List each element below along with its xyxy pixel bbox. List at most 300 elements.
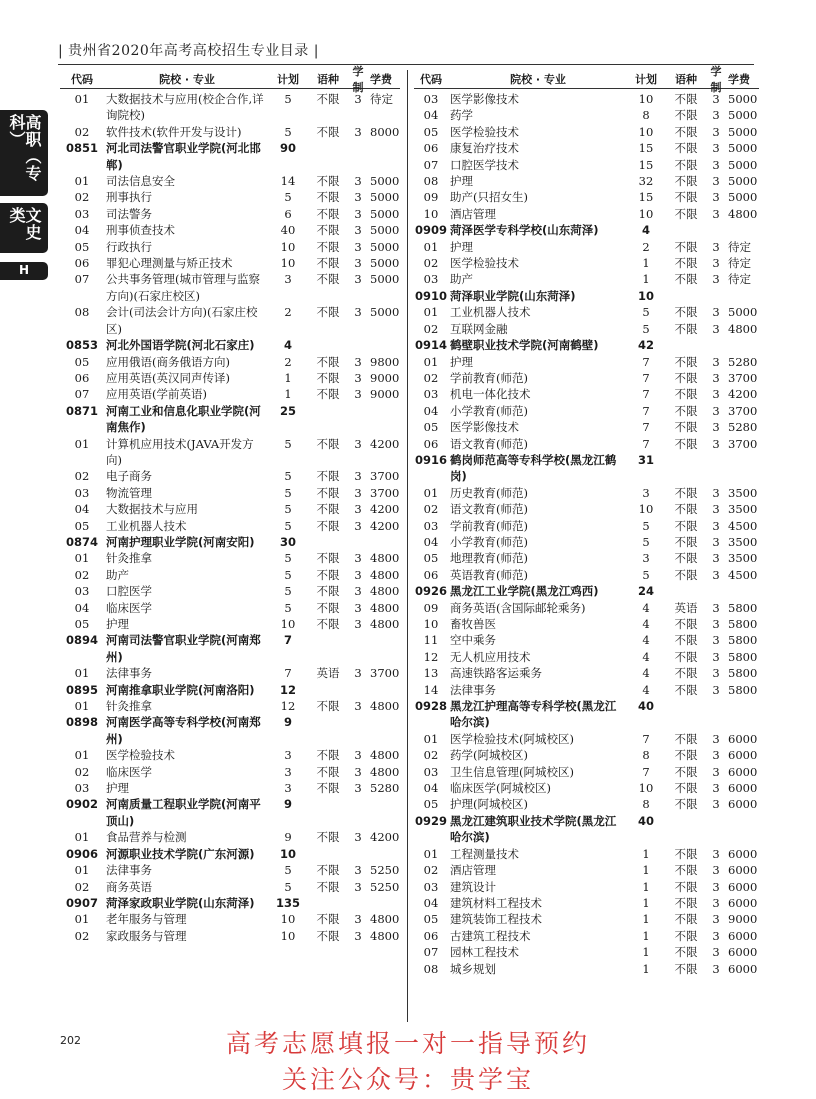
major-row (414, 600, 759, 616)
cell-years (348, 534, 368, 550)
cell-name: 建筑材料工程技术 (450, 895, 542, 910)
cell-name: 护理 (450, 354, 473, 369)
cell-plan: 5 (642, 518, 650, 533)
major-row (60, 879, 400, 895)
cell-fee (368, 714, 408, 747)
cell-fee (368, 846, 408, 862)
cell-plan: 4 (642, 600, 650, 615)
cell-code: 0914 (414, 338, 447, 353)
cell-name: 畜牧兽医 (450, 617, 496, 631)
cell-fee (726, 337, 766, 353)
cell-years: 3 (712, 108, 720, 123)
cell-years: 3 (354, 912, 362, 927)
cell-fee: 6000 (728, 748, 758, 763)
watermark-line-1: 高考志愿填报一对一指导预约 (225, 1029, 590, 1058)
major-row (60, 780, 400, 796)
major-row (414, 928, 759, 944)
cell-years: 3 (712, 633, 720, 648)
major-row (414, 550, 759, 566)
cell-plan: 10 (638, 124, 654, 139)
major-row (414, 304, 759, 320)
cell-name: 学前教育(师范) (450, 518, 528, 533)
cell-lang: 不限 (674, 551, 698, 566)
right-table-body (414, 89, 759, 977)
header-lang: 语种 (317, 73, 339, 86)
cell-plan: 7 (284, 666, 292, 681)
cell-plan: 7 (642, 420, 650, 435)
cell-lang: 不限 (674, 206, 698, 221)
cell-lang (308, 534, 348, 550)
cell-code: 07 (74, 387, 90, 402)
cell-years: 3 (354, 239, 362, 254)
cell-name: 应用俄语(商务俄语方向) (106, 354, 230, 369)
cell-plan: 1 (642, 256, 650, 271)
cell-fee: 9000 (370, 387, 400, 402)
cell-plan: 10 (638, 92, 654, 106)
cell-code: 0894 (65, 633, 98, 648)
cell-code: 03 (423, 387, 439, 402)
cell-lang: 英语 (316, 666, 340, 681)
cell-years: 3 (712, 206, 720, 221)
cell-code: 03 (74, 206, 90, 221)
school-row (60, 796, 400, 829)
cell-name: 应用英语(英汉同声传译) (106, 370, 230, 385)
cell-lang (308, 682, 348, 698)
cell-code: 06 (423, 436, 439, 451)
cell-years: 3 (354, 485, 362, 500)
major-row (60, 698, 400, 714)
cell-name: 药学(阿城校区) (450, 748, 528, 763)
cell-years: 3 (712, 945, 720, 960)
cell-lang: 不限 (674, 403, 698, 418)
major-row (414, 501, 759, 517)
left-table-body (60, 89, 400, 944)
major-row (414, 911, 759, 927)
cell-years: 3 (712, 600, 720, 615)
cell-lang (666, 698, 706, 731)
cell-code: 01 (423, 239, 439, 254)
cell-code: 09 (423, 600, 439, 615)
major-row (414, 255, 759, 271)
cell-fee: 4800 (370, 748, 400, 763)
major-row (60, 829, 400, 845)
cell-lang: 不限 (674, 305, 698, 320)
cell-plan: 5 (284, 92, 292, 106)
cell-code: 06 (423, 141, 439, 156)
major-row (414, 862, 759, 878)
cell-years: 3 (712, 141, 720, 156)
cell-plan: 14 (280, 174, 296, 189)
cell-years: 3 (712, 321, 720, 336)
cell-code: 09 (423, 190, 439, 205)
cell-fee: 6000 (728, 781, 758, 796)
cell-plan: 5 (284, 584, 292, 599)
cell-code: 14 (423, 682, 439, 697)
cell-fee (368, 140, 408, 173)
cell-lang: 不限 (674, 846, 698, 861)
cell-name: 工程测量技术 (450, 846, 519, 861)
cell-plan: 4 (642, 682, 650, 697)
cell-code: 05 (423, 551, 439, 566)
cell-lang: 不限 (674, 420, 698, 435)
cell-name: 城乡规划 (450, 961, 496, 976)
side-tab-subject (0, 203, 48, 253)
cell-name: 河南医学高等专科学校(河南郑州) (106, 715, 261, 746)
cell-lang: 不限 (316, 370, 340, 385)
cell-lang: 不限 (674, 92, 698, 106)
cell-plan: 1 (642, 846, 650, 861)
school-row (414, 222, 759, 238)
cell-lang: 不限 (674, 485, 698, 500)
cell-lang: 不限 (316, 584, 340, 599)
cell-plan: 5 (284, 502, 292, 517)
cell-plan: 15 (638, 157, 654, 172)
major-row (60, 124, 400, 140)
cell-years: 3 (712, 649, 720, 664)
cell-plan: 4 (642, 666, 650, 681)
cell-name: 河南质量工程职业学院(河南平顶山) (106, 797, 261, 828)
cell-lang: 不限 (674, 928, 698, 943)
cell-fee: 4800 (370, 567, 400, 582)
cell-fee: 5800 (728, 617, 758, 631)
cell-lang: 不限 (674, 190, 698, 205)
cell-fee: 3700 (728, 436, 758, 451)
cell-fee: 5000 (728, 108, 758, 123)
major-row (60, 485, 400, 501)
cell-code: 0928 (414, 699, 447, 714)
header-fee: 学费 (370, 73, 392, 86)
cell-fee: 4800 (370, 551, 400, 566)
header-rule (58, 64, 754, 65)
cell-fee: 5000 (370, 174, 400, 189)
cell-plan: 4 (642, 633, 650, 648)
cell-code: 01 (74, 830, 90, 845)
cell-code: 02 (423, 748, 439, 763)
cell-name: 护理 (106, 617, 129, 631)
major-row (414, 961, 759, 977)
cell-name: 黑龙江建筑职业技术学院(黑龙江哈尔滨) (450, 813, 617, 845)
cell-years: 3 (712, 305, 720, 320)
header-name: 院校 · 专业 (510, 73, 566, 86)
cell-years (348, 140, 368, 173)
cell-name: 临床医学 (106, 600, 152, 615)
cell-code: 0871 (65, 403, 98, 418)
cell-code: 02 (74, 928, 90, 943)
cell-years: 3 (712, 567, 720, 582)
cell-code: 04 (74, 502, 90, 517)
cell-name: 法律事务 (106, 863, 152, 878)
cell-name: 互联网金融 (450, 321, 508, 336)
cell-years: 3 (354, 748, 362, 763)
cell-code: 04 (74, 223, 90, 238)
cell-plan: 8 (642, 797, 650, 812)
cell-fee: 6000 (728, 846, 758, 861)
cell-fee: 5000 (728, 305, 758, 320)
cell-fee (726, 698, 766, 731)
cell-lang: 不限 (316, 354, 340, 369)
cell-lang: 不限 (674, 863, 698, 878)
school-row (60, 714, 400, 747)
cell-years: 3 (712, 157, 720, 172)
cell-plan: 5 (284, 567, 292, 582)
cell-name: 河北司法警官职业学院(河北邯郸) (106, 141, 261, 172)
cell-years (348, 714, 368, 747)
cell-name: 河南工业和信息化职业学院(河南焦作) (106, 403, 261, 435)
cell-lang: 不限 (316, 436, 340, 451)
cell-code: 0907 (65, 895, 98, 910)
cell-years: 3 (712, 518, 720, 533)
cell-plan: 1 (642, 928, 650, 943)
cell-years: 3 (712, 797, 720, 812)
cell-lang: 不限 (316, 830, 340, 845)
major-row (414, 944, 759, 960)
cell-lang: 不限 (674, 879, 698, 894)
cell-years: 3 (354, 567, 362, 582)
cell-lang: 不限 (316, 206, 340, 221)
cell-code: 01 (74, 551, 90, 566)
major-row (60, 468, 400, 484)
major-row (60, 206, 400, 222)
cell-years: 3 (712, 387, 720, 402)
cell-lang: 不限 (316, 551, 340, 566)
cell-fee: 4800 (370, 764, 400, 779)
cell-name: 高速铁路客运乘务 (450, 666, 542, 681)
cell-name: 菏泽医学专科学校(山东菏泽) (450, 223, 599, 238)
cell-plan: 4 (283, 338, 292, 353)
cell-code: 0916 (414, 452, 447, 467)
cell-plan: 3 (284, 764, 292, 779)
cell-code: 06 (423, 928, 439, 943)
cell-lang: 不限 (316, 912, 340, 927)
cell-years: 3 (354, 666, 362, 681)
cell-name: 河南护理职业学院(河南安阳) (106, 534, 255, 549)
cell-name: 刑事侦查技术 (106, 223, 175, 238)
cell-fee: 6000 (728, 797, 758, 812)
major-row (60, 501, 400, 517)
cell-lang: 不限 (316, 223, 340, 238)
cell-years: 3 (354, 92, 362, 106)
cell-code: 01 (423, 354, 439, 369)
cell-code: 05 (74, 354, 90, 369)
cell-years (348, 895, 368, 911)
header-code: 代码 (420, 73, 442, 86)
cell-name: 语文教育(师范) (450, 436, 528, 451)
cell-code: 05 (74, 518, 90, 533)
cell-years (348, 796, 368, 829)
major-row (414, 403, 759, 419)
cell-code: 0910 (414, 288, 447, 303)
major-row (414, 846, 759, 862)
cell-code: 12 (423, 649, 439, 664)
cell-years: 3 (712, 863, 720, 878)
cell-name: 酒店管理 (450, 206, 496, 221)
cell-code: 10 (423, 206, 439, 221)
watermark-line-2: 关注公众号：贵学宝 (281, 1065, 534, 1094)
cell-plan: 10 (638, 206, 654, 221)
cell-fee (726, 288, 766, 304)
cell-name: 法律事务 (106, 666, 152, 681)
cell-plan: 2 (284, 354, 292, 369)
cell-plan: 10 (280, 928, 296, 943)
cell-years: 3 (712, 403, 720, 418)
cell-fee: 4800 (370, 617, 400, 631)
cell-code: 01 (74, 699, 90, 714)
cell-fee (368, 682, 408, 698)
cell-lang: 不限 (674, 239, 698, 254)
cell-code: 02 (74, 124, 90, 139)
school-row (414, 698, 759, 731)
major-row (60, 239, 400, 255)
cell-code: 03 (423, 879, 439, 894)
cell-code: 07 (423, 945, 439, 960)
cell-lang: 不限 (674, 617, 698, 631)
cell-years: 3 (354, 781, 362, 796)
cell-years (706, 813, 726, 846)
cell-fee: 5250 (370, 879, 400, 894)
cell-years: 3 (354, 863, 362, 878)
cell-years: 3 (712, 682, 720, 697)
cell-plan: 25 (279, 403, 296, 418)
header-years: 学制 (710, 65, 722, 94)
cell-fee: 9000 (728, 912, 758, 927)
cell-lang: 不限 (316, 600, 340, 615)
cell-name: 鹤壁职业技术学院(河南鹤壁) (450, 338, 599, 353)
cell-name: 卫生信息管理(阿城校区) (450, 764, 574, 779)
cell-name: 临床医学 (106, 764, 152, 779)
cell-code: 0929 (414, 813, 447, 828)
cell-name: 公共事务管理(城市管理与监察方向)(石家庄校区) (106, 272, 260, 303)
cell-years: 3 (354, 272, 362, 287)
cell-lang: 不限 (674, 256, 698, 271)
cell-lang (666, 337, 706, 353)
cell-years: 3 (354, 256, 362, 271)
school-row (60, 682, 400, 698)
cell-fee: 6000 (728, 731, 758, 746)
cell-lang: 不限 (674, 518, 698, 533)
cell-code: 08 (74, 305, 90, 320)
school-row (60, 846, 400, 862)
cell-name: 历史教育(师范) (450, 485, 528, 500)
cell-fee: 4200 (728, 387, 758, 402)
cell-name: 应用英语(学前英语) (106, 387, 207, 402)
cell-fee: 6000 (728, 928, 758, 943)
cell-plan: 3 (284, 748, 292, 763)
cell-fee: 3500 (728, 534, 758, 549)
cell-lang: 不限 (674, 912, 698, 927)
major-row (60, 583, 400, 599)
cell-plan: 5 (284, 600, 292, 615)
cell-fee: 5280 (370, 781, 400, 796)
cell-name: 计算机应用技术(JAVA开发方向) (106, 436, 254, 467)
school-row (60, 632, 400, 665)
cell-plan: 7 (642, 403, 650, 418)
cell-lang: 不限 (316, 174, 340, 189)
cell-plan: 5 (642, 567, 650, 582)
cell-years (348, 846, 368, 862)
school-row (60, 403, 400, 436)
cell-name: 助产(只招女生) (450, 190, 528, 205)
cell-plan: 10 (279, 846, 296, 861)
major-row (60, 567, 400, 583)
major-row (414, 370, 759, 386)
cell-lang (308, 632, 348, 665)
cell-fee: 4800 (370, 928, 400, 943)
cell-lang: 不限 (316, 567, 340, 582)
cell-lang: 不限 (674, 567, 698, 582)
cell-lang: 不限 (674, 321, 698, 336)
major-row (60, 436, 400, 469)
cell-fee: 5280 (728, 354, 758, 369)
major-row (414, 239, 759, 255)
right-column-table (414, 65, 759, 977)
cell-plan: 40 (637, 699, 654, 714)
cell-lang (666, 452, 706, 485)
cell-years: 3 (712, 124, 720, 139)
cell-years: 3 (712, 617, 720, 631)
cell-fee: 5000 (370, 206, 400, 221)
cell-code: 08 (423, 961, 439, 976)
cell-name: 医学检验技术 (450, 124, 519, 139)
cell-plan: 7 (642, 354, 650, 369)
cell-code: 05 (423, 797, 439, 812)
cell-code: 02 (74, 190, 90, 205)
cell-fee (368, 895, 408, 911)
cell-plan: 3 (284, 272, 292, 287)
cell-years: 3 (712, 879, 720, 894)
cell-plan: 1 (284, 370, 292, 385)
cell-fee: 4800 (370, 584, 400, 599)
cell-years (348, 403, 368, 436)
major-row (60, 173, 400, 189)
cell-code: 02 (423, 321, 439, 336)
cell-name: 助产 (450, 272, 473, 287)
side-tab-category-label: 高职（专科） (7, 114, 42, 182)
cell-code: 03 (423, 518, 439, 533)
cell-years: 3 (712, 174, 720, 189)
cell-name: 口腔医学 (106, 584, 152, 599)
major-row (414, 173, 759, 189)
cell-lang: 不限 (316, 92, 340, 106)
cell-plan: 9 (283, 797, 292, 812)
cell-name: 河南司法警官职业学院(河南郑州) (106, 633, 261, 664)
cell-plan: 3 (642, 485, 650, 500)
cell-name: 空中乘务 (450, 633, 496, 648)
cell-lang (666, 813, 706, 846)
cell-name: 康复治疗技术 (450, 141, 519, 156)
cell-lang (308, 140, 348, 173)
cell-name: 针灸推拿 (106, 551, 152, 566)
cell-name: 黑龙江护理高等专科学校(黑龙江哈尔滨) (450, 699, 617, 730)
cell-years: 3 (354, 223, 362, 238)
major-row (60, 600, 400, 616)
major-row (60, 764, 400, 780)
cell-plan: 5 (642, 305, 650, 320)
major-row (414, 534, 759, 550)
cell-name: 法律事务 (450, 682, 496, 697)
cell-years: 3 (354, 387, 362, 402)
major-row (60, 354, 400, 370)
school-row (414, 583, 759, 599)
cell-code: 07 (74, 272, 90, 287)
cell-years: 3 (712, 370, 720, 385)
cell-plan: 90 (279, 141, 296, 156)
cell-years: 3 (354, 174, 362, 189)
cell-lang: 不限 (316, 699, 340, 714)
cell-code: 03 (74, 485, 90, 500)
cell-fee: 5000 (370, 256, 400, 271)
cell-fee: 6000 (728, 895, 758, 910)
cell-name: 地理教育(师范) (450, 551, 528, 566)
